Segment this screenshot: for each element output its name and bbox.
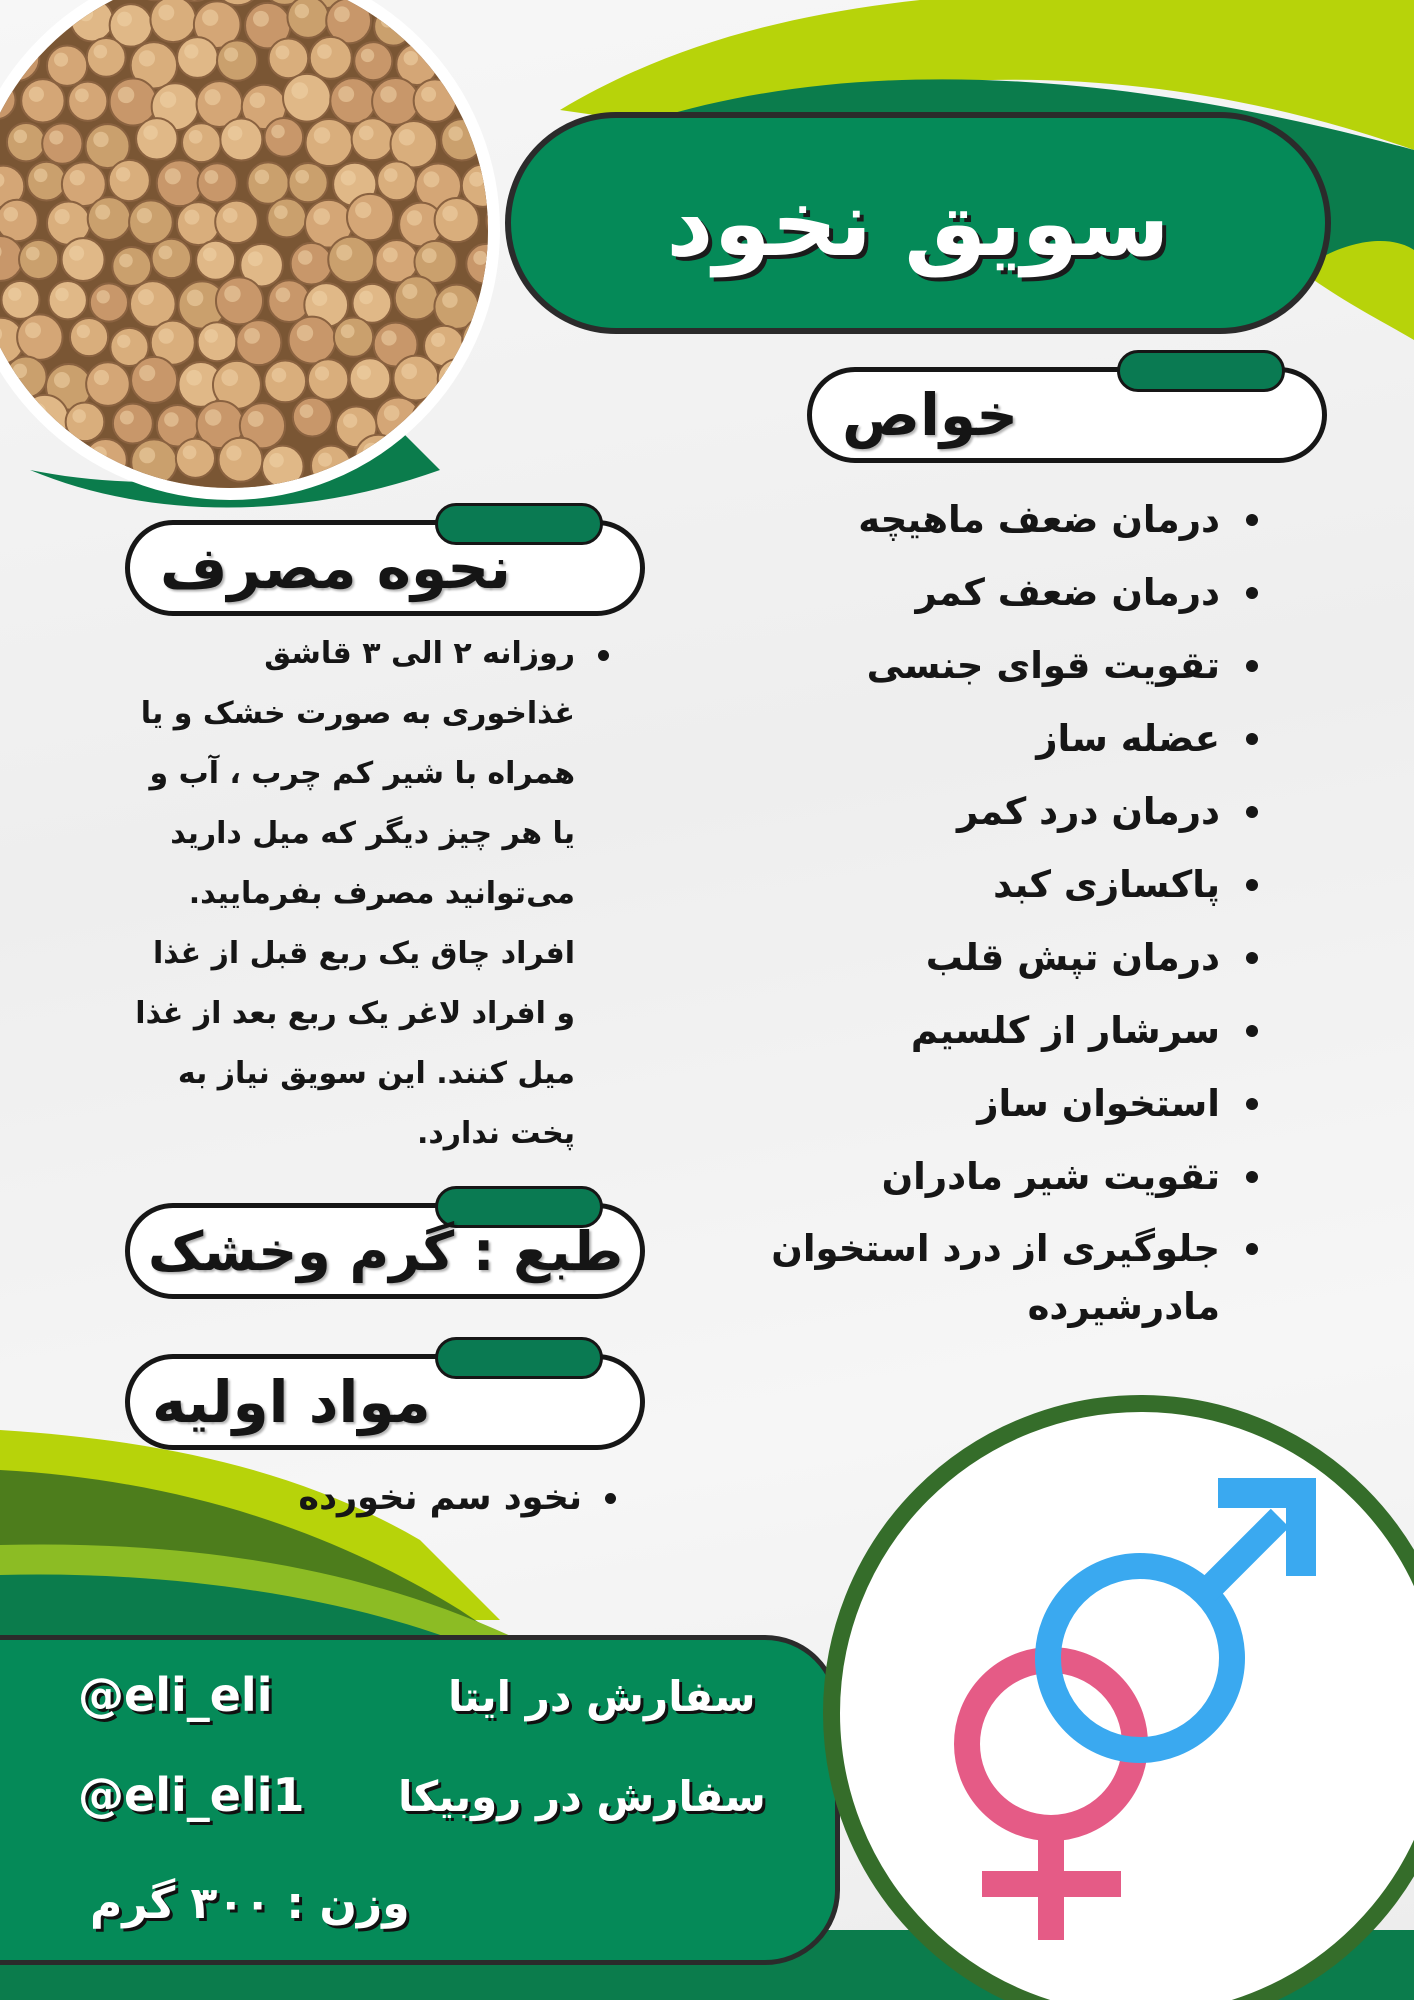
- list-item: عضله ساز: [700, 702, 1260, 775]
- properties-list: [700, 483, 1260, 1336]
- header-tab-decoration: [1117, 350, 1285, 392]
- nature-text: طبع : گرم وخشک: [148, 1219, 624, 1283]
- properties-heading: خواص: [842, 381, 1019, 449]
- list-item: نخود سم نخورده: [200, 1468, 620, 1528]
- list-item: تقویت قوای جنسی: [700, 629, 1260, 702]
- list-item: جلوگیری از درد استخوان مادرشیرده: [700, 1213, 1260, 1336]
- page-title: سویق نخود: [666, 169, 1170, 277]
- weight-label: وزن : ۳۰۰ گرم: [90, 1878, 410, 1929]
- gender-symbols-icon: [840, 1412, 1414, 2000]
- list-item: استخوان ساز: [700, 1067, 1260, 1140]
- list-item: درمان ضعف ماهیچه: [700, 483, 1260, 556]
- header-tab-decoration: [435, 1337, 603, 1379]
- order-eitaa-label: سفارش در ایتا: [448, 1672, 756, 1721]
- order-rubika-label: سفارش در روبیکا: [398, 1772, 766, 1821]
- usage-header: [125, 520, 645, 616]
- list-item: سرشار از کلسیم: [700, 994, 1260, 1067]
- gender-circle: [823, 1395, 1414, 2000]
- order-eitaa-handle[interactable]: @eli_eli: [78, 1668, 273, 1722]
- usage-text: روزانه ۲ الی ۳ قاشق غذاخوری به صورت خشک و یا همراه با شیر کم چرب ، آب و یا هر چیز دیگر که میل دارید می‌توانید مصرف بفرمایید. افراد چاق یک ربع قبل از غذا و افراد لاغر یک ربع بعد از غذا میل کنند. این سویق نیاز به پخت ندارد.: [128, 624, 613, 1164]
- list-item: پاکسازی کبد: [700, 848, 1260, 921]
- nature-header: [125, 1203, 645, 1299]
- title-banner: [505, 112, 1331, 334]
- usage-list: [128, 624, 613, 1164]
- list-item: درمان ضعف کمر: [700, 556, 1260, 629]
- ingredients-list: [200, 1468, 620, 1528]
- ingredients-heading: مواد اولیه: [152, 1368, 431, 1436]
- ingredients-header: [125, 1354, 645, 1450]
- properties-header: [807, 367, 1327, 463]
- list-item: تقویت شیر مادران: [700, 1140, 1260, 1213]
- list-item: درمان درد کمر: [700, 775, 1260, 848]
- usage-heading: نحوه مصرف: [160, 534, 511, 602]
- list-item: درمان تپش قلب: [700, 921, 1260, 994]
- order-rubika-handle[interactable]: @eli_eli1: [78, 1768, 305, 1822]
